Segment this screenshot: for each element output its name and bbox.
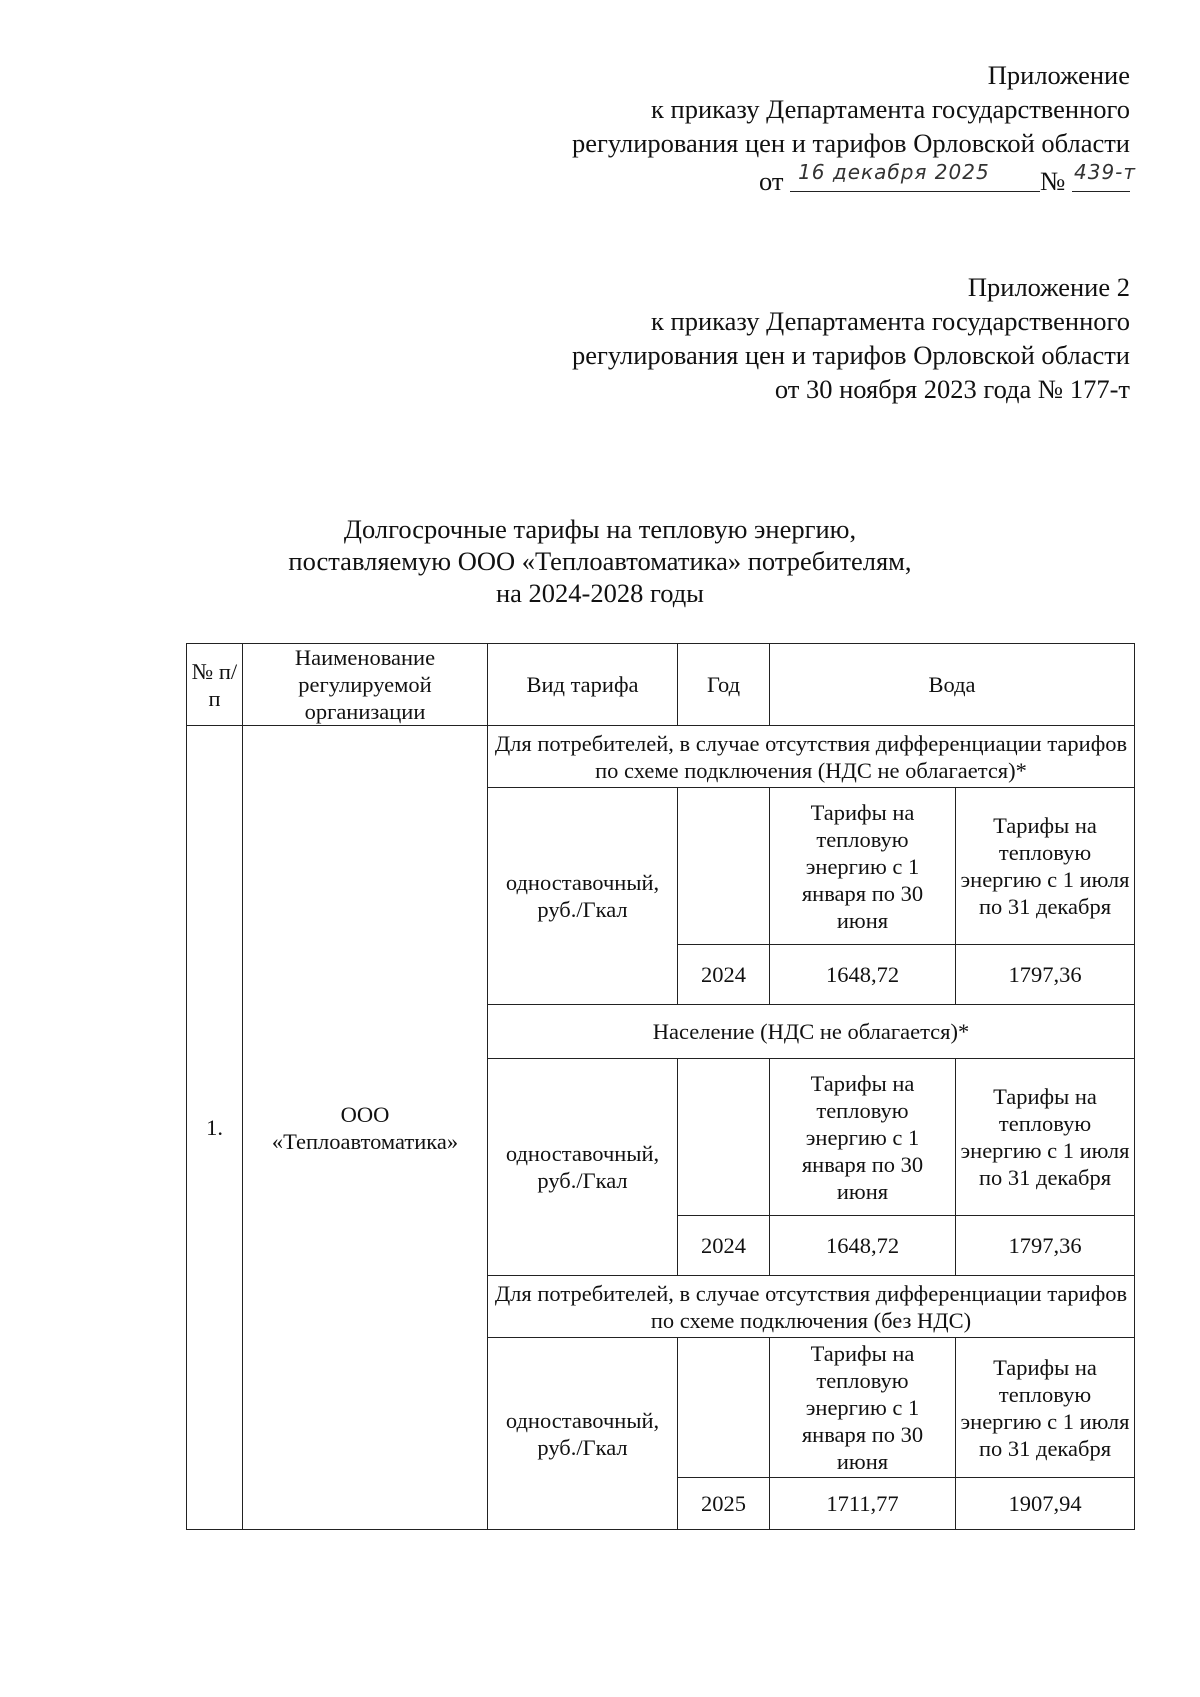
table-header-row [187, 644, 1135, 726]
appendix-order-line: к приказу Департамента государственного [651, 306, 1130, 336]
period-first-half: Тарифы на тепловую энергию с 1 января по 30 июня [770, 788, 956, 945]
document-title [0, 513, 1200, 609]
appendix-label: Приложение 2 [967, 272, 1130, 302]
from-label: от [758, 166, 784, 196]
tariff-value: 1648,72 [770, 1216, 956, 1276]
table-row [187, 726, 1135, 788]
period-first-half: Тарифы на тепловую энергию с 1 января по 30 июня [770, 1338, 956, 1478]
year-cell: 2024 [678, 1216, 770, 1276]
handwritten-number: 439-т [1074, 160, 1137, 184]
current-appendix-header [572, 58, 1137, 198]
handwritten-number-field [1072, 160, 1137, 190]
tariff-type: одноставочный, руб./Гкал [488, 1338, 678, 1530]
header-year: Год [678, 644, 770, 726]
handwritten-date: 16 декабря 2025 [798, 160, 990, 184]
section-title: Для потребителей, в случае отсутствия дифференциации тарифов по схеме подключения (без НДС) [488, 1276, 1135, 1338]
tariff-table [186, 643, 1135, 1530]
period-second-half: Тарифы на тепловую энергию с 1 июля по 31 декабря [956, 1338, 1135, 1478]
title-line-3: на 2024-2028 годы [495, 578, 704, 608]
tariff-value: 1648,72 [770, 945, 956, 1005]
empty-year-cell [678, 788, 770, 945]
tariff-value: 1907,94 [956, 1478, 1135, 1530]
appendix-department-line: регулирования цен и тарифов Орловской области [572, 340, 1130, 370]
tariff-type: одноставочный, руб./Гкал [488, 1059, 678, 1276]
period-second-half: Тарифы на тепловую энергию с 1 июля по 31 декабря [956, 788, 1135, 945]
year-cell: 2025 [678, 1478, 770, 1530]
appendix-department-line: регулирования цен и тарифов Орловской области [572, 128, 1130, 158]
period-second-half: Тарифы на тепловую энергию с 1 июля по 31 декабря [956, 1059, 1135, 1216]
appendix-date-line: от 30 ноября 2023 года № 177-т [774, 374, 1130, 404]
period-first-half: Тарифы на тепловую энергию с 1 января по 30 июня [770, 1059, 956, 1216]
appendix-order-line: к приказу Департамента государственного [651, 94, 1130, 124]
organization-name: ООО «Теплоавтоматика» [243, 726, 488, 1530]
appendix-label: Приложение [987, 60, 1130, 90]
title-line-1: Долгосрочные тарифы на тепловую энергию, [343, 514, 857, 544]
number-label: № [1040, 166, 1066, 196]
header-number: № п/п [187, 644, 243, 726]
tariff-value: 1711,77 [770, 1478, 956, 1530]
year-cell: 2024 [678, 945, 770, 1005]
tariff-value: 1797,36 [956, 1216, 1135, 1276]
tariff-value: 1797,36 [956, 945, 1135, 1005]
title-line-2: поставляемую ООО «Теплоавтоматика» потребителям, [288, 546, 912, 576]
row-number: 1. [187, 726, 243, 1530]
tariff-type: одноставочный, руб./Гкал [488, 788, 678, 1005]
header-organization: Наименование регулируемой организации [243, 644, 488, 726]
header-water: Вода [770, 644, 1135, 726]
empty-year-cell [678, 1059, 770, 1216]
handwritten-date-field [790, 160, 1040, 190]
header-tariff-type: Вид тарифа [488, 644, 678, 726]
empty-year-cell [678, 1338, 770, 1478]
section-title: Население (НДС не облагается)* [488, 1005, 1135, 1059]
appendix-date-line [572, 160, 1137, 198]
original-appendix-header [572, 270, 1130, 406]
section-title: Для потребителей, в случае отсутствия дифференциации тарифов по схеме подключения (НДС не облагается)* [488, 726, 1135, 788]
